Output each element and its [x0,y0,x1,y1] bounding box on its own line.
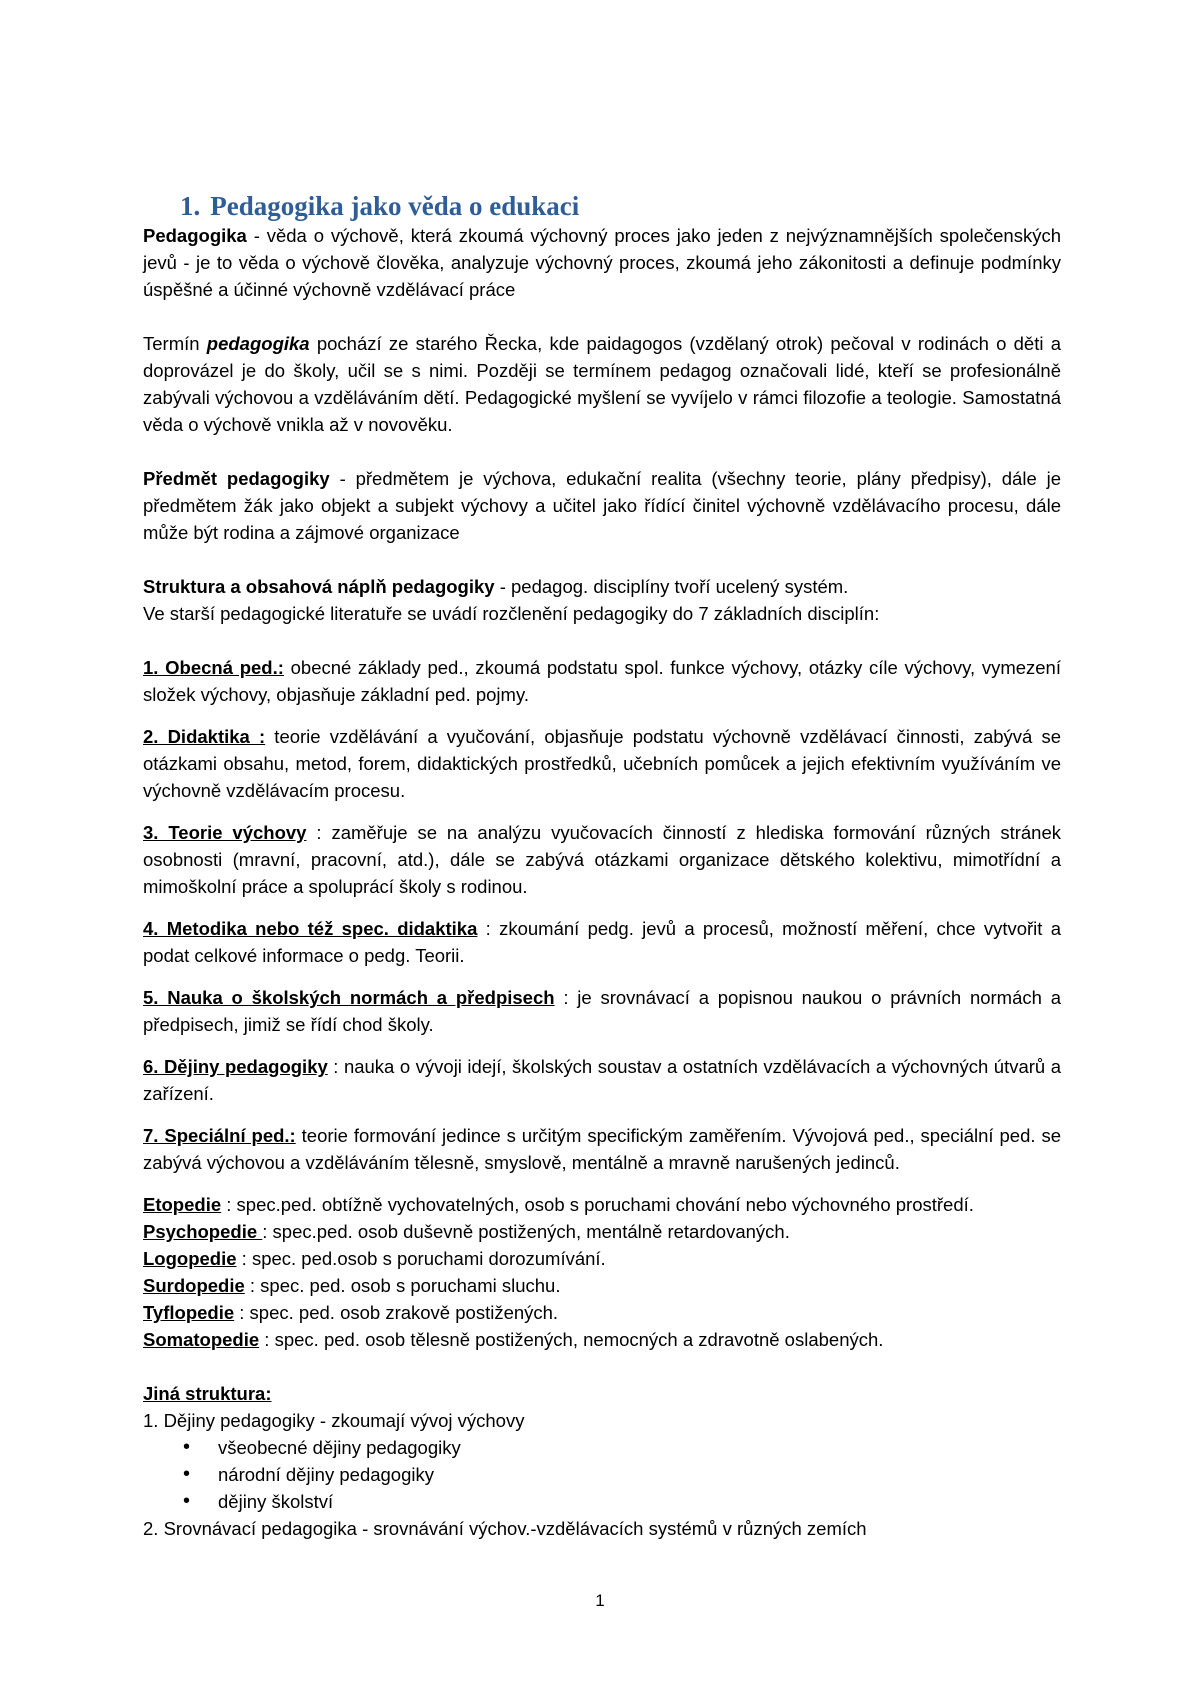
special-text: : spec. ped. osob s poruchami sluchu. [244,1275,561,1296]
discipline-text: : je srovnávací a popisnou naukou o právních normách a předpisech, jimiž se řídí chod školy. [143,987,1061,1035]
special-item [143,1326,1061,1353]
special-label: Psychopedie [143,1221,263,1242]
special-list [143,1191,1061,1353]
other-structure [143,1380,1061,1542]
origin-after: pochází ze starého Řecka, kde paidagogos (vzdělaný otrok) pečoval v rodinách o děti a doprovázel je do školy, učil se s nimi. Později se termínem pedagog označovali lidé, kteří se profesionálně zabývali výchovou a vzděláváním dětí. Pedagogické myšlení se vyvíjelo v rámci filozofie a teologie. Samostatná věda o výchově vnikla až v novověku. [143,333,1061,435]
special-text: : spec. ped. osob zrakově postižených. [234,1302,559,1323]
section-heading [180,190,1061,222]
origin-before: Termín [143,333,207,354]
special-text: : spec. ped. osob tělesně postižených, nemocných a zdravotně oslabených. [259,1329,884,1350]
special-label: Logopedie [143,1248,237,1269]
other-structure-title [143,1380,1061,1407]
discipline-label: 2. Didaktika : [143,726,266,747]
heading-number: 1. [180,191,201,221]
other-structure-item1: 1. Dějiny pedagogiky - zkoumají vývoj výchovy [143,1410,525,1431]
special-label: Surdopedie [143,1275,245,1296]
discipline-label: 7. Speciální ped.: [143,1125,296,1146]
intro-text: - věda o výchově, která zkoumá výchovný proces jako jeden z nejvýznamnějších společenských jevů - je to věda o výchově člověka, analyzuje výchovný proces, zkoumá jeho zákonitosti a definuje podmínky úspěšné a účinné výchovně vzdělávací práce [143,225,1061,300]
discipline-text: : zkoumání pedg. jevů a procesů, možností měření, chce vytvořit a podat celkové informace o pedg. Teorii. [143,918,1061,966]
discipline-text: : nauka o vývoji idejí, školských soustav a ostatních vzdělávacích a výchovných útvarů a zařízení. [143,1056,1062,1104]
discipline-item [143,819,1061,900]
discipline-label: 4. Metodika nebo též spec. didaktika [143,918,478,939]
structure-text: - pedagog. disciplíny tvoří ucelený systém. [494,576,849,597]
subject-term: Předmět pedagogiky [143,468,330,489]
structure-line2: Ve starší pedagogické literatuře se uvádí rozčlenění pedagogiky do 7 základních disciplín: [143,603,880,624]
intro-paragraph [143,222,1061,303]
special-label: Somatopedie [143,1329,260,1350]
discipline-label: 3. Teorie výchovy [143,822,307,843]
bullet-item: • dějiny školství [143,1488,1061,1515]
other-structure-title-text: Jiná struktura: [143,1383,272,1404]
bullet-item: • národní dějiny pedagogiky [143,1461,1061,1488]
discipline-label: 5. Nauka o školských normách a předpisech [143,987,555,1008]
other-structure-item2: 2. Srovnávací pedagogika - srovnávání výchov.-vzdělávacích systémů v různých zemích [143,1518,867,1539]
structure-term: Struktura a obsahová náplň pedagogiky [143,576,495,597]
disciplines-list [143,654,1061,1176]
discipline-item [143,1053,1061,1107]
origin-term: pedagogika [206,333,310,354]
discipline-text: obecné základy ped., zkoumá podstatu spol. funkce výchovy, otázky cíle výchovy, vymezení složek výchovy, objasňuje základní ped. pojmy. [143,657,1061,705]
discipline-item [143,915,1061,969]
bullet-item: • všeobecné dějiny pedagogiky [143,1434,1061,1461]
discipline-label: 6. Dějiny pedagogiky [143,1056,328,1077]
special-text: : spec.ped. osob duševně postižených, mentálně retardovaných. [262,1221,790,1242]
bullet-list [143,1434,1061,1515]
page-content [143,190,1061,1542]
special-label: Tyflopedie [143,1302,235,1323]
discipline-item [143,1122,1061,1176]
discipline-item [143,723,1061,804]
origin-paragraph [143,330,1061,438]
special-text: : spec.ped. obtížně vychovatelných, osob s poruchami chování nebo výchovného prostředí. [221,1194,974,1215]
special-item [143,1299,1061,1326]
structure-paragraph [143,573,1061,600]
discipline-label: 1. Obecná ped.: [143,657,284,678]
special-label: Etopedie [143,1194,222,1215]
heading-title: Pedagogika jako věda o edukaci [210,191,580,221]
intro-term: Pedagogika [143,225,247,246]
subject-text: - předmětem je výchova, edukační realita (všechny teorie, plány předpisy), dále je předmětem žák jako objekt a subjekt výchovy a učitel jako řídící činitel výchovně vzdělávacího procesu, dále může být rodina a zájmové organizace [143,468,1061,543]
page-number: 1 [595,1591,605,1610]
discipline-item [143,984,1061,1038]
discipline-text: teorie formování jedince s určitým specifickým zaměřením. Vývojová ped., speciální ped. se zabývá výchovou a vzděláváním tělesně, smyslově, mentálně a mravně narušených jedinců. [143,1125,1061,1173]
discipline-text: teorie vzdělávání a vyučování, objasňuje podstatu výchovně vzdělávací činnosti, zabývá se otázkami obsahu, metod, forem, didaktických prostředků, učebních pomůcek a jejich efektivním využíváním ve výchovně vzdělávacím procesu. [143,726,1061,801]
discipline-item [143,654,1061,708]
special-item [143,1191,1061,1218]
special-item [143,1245,1061,1272]
subject-paragraph [143,465,1061,546]
special-item [143,1272,1061,1299]
special-item [143,1218,1061,1245]
special-text: : spec. ped.osob s poruchami dorozumívání. [236,1248,606,1269]
discipline-text: : zaměřuje se na analýzu vyučovacích činností z hlediska formování různých stránek osobnosti (mravní, pracovní, atd.), dále se zabývá otázkami organizace dětského kolektivu, mimotřídní a mimoškolní práce a spoluprácí školy s rodinou. [143,822,1061,897]
